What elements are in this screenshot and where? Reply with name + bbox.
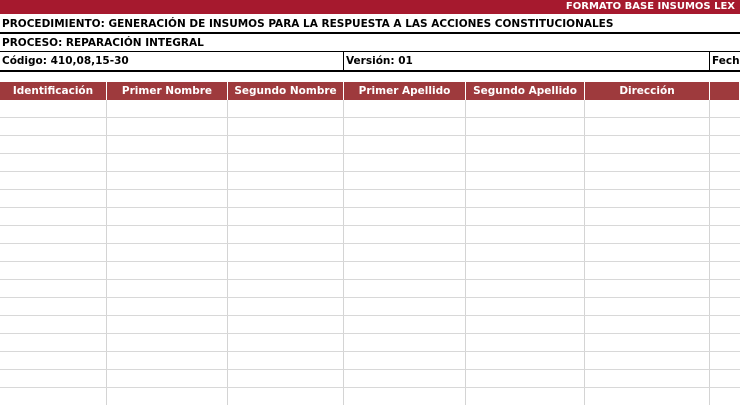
column-header-row <box>0 82 740 100</box>
table-cell[interactable] <box>466 334 585 352</box>
table-cell[interactable] <box>107 334 228 352</box>
col-primer-nombre-header[interactable]: Primer Nombre <box>107 82 228 100</box>
table-cell[interactable] <box>344 208 466 226</box>
table-cell[interactable] <box>710 136 740 154</box>
table-cell[interactable] <box>0 154 107 172</box>
table-cell[interactable] <box>585 172 710 190</box>
table-cell[interactable] <box>710 208 740 226</box>
table-cell[interactable] <box>344 154 466 172</box>
table-cell[interactable] <box>228 370 344 388</box>
table-cell[interactable] <box>228 136 344 154</box>
table-cell[interactable] <box>466 352 585 370</box>
col-identificacion-header[interactable]: Identificación <box>0 82 107 100</box>
table-cell[interactable] <box>710 334 740 352</box>
table-cell[interactable] <box>585 118 710 136</box>
table-row[interactable] <box>0 118 740 136</box>
col-direccion-header[interactable]: Dirección <box>585 82 710 100</box>
table-cell[interactable] <box>228 244 344 262</box>
table-cell[interactable] <box>585 136 710 154</box>
table-cell[interactable] <box>228 352 344 370</box>
table-cell[interactable] <box>585 370 710 388</box>
table-cell[interactable] <box>344 388 466 405</box>
table-cell[interactable] <box>344 370 466 388</box>
table-cell[interactable] <box>0 136 107 154</box>
table-row[interactable] <box>0 262 740 280</box>
table-cell[interactable] <box>710 172 740 190</box>
table-row[interactable] <box>0 100 740 118</box>
table-cell[interactable] <box>0 334 107 352</box>
table-cell[interactable] <box>107 172 228 190</box>
table-cell[interactable] <box>585 298 710 316</box>
codigo-cell[interactable]: Código: 410,08,15-30 <box>0 52 344 70</box>
table-cell[interactable] <box>585 388 710 405</box>
table-cell[interactable] <box>585 334 710 352</box>
table-cell[interactable] <box>466 172 585 190</box>
table-cell[interactable] <box>228 208 344 226</box>
table-cell[interactable] <box>228 262 344 280</box>
col-segundo-nombre-header[interactable]: Segundo Nombre <box>228 82 344 100</box>
table-cell[interactable] <box>710 244 740 262</box>
table-row[interactable] <box>0 298 740 316</box>
table-row[interactable] <box>0 226 740 244</box>
format-banner <box>0 0 740 14</box>
table-cell[interactable] <box>585 208 710 226</box>
table-cell[interactable] <box>0 118 107 136</box>
table-row[interactable] <box>0 154 740 172</box>
table-row[interactable] <box>0 334 740 352</box>
table-cell[interactable] <box>228 190 344 208</box>
table-cell[interactable] <box>466 262 585 280</box>
table-cell[interactable] <box>228 172 344 190</box>
table-cell[interactable] <box>710 262 740 280</box>
table-row[interactable] <box>0 172 740 190</box>
table-cell[interactable] <box>585 226 710 244</box>
table-cell[interactable] <box>228 154 344 172</box>
fecha-cell[interactable]: Fech <box>712 55 740 67</box>
table-cell[interactable] <box>585 352 710 370</box>
table-cell[interactable] <box>107 352 228 370</box>
table-cell[interactable] <box>466 226 585 244</box>
table-cell[interactable] <box>466 280 585 298</box>
table-cell[interactable] <box>710 298 740 316</box>
table-cell[interactable] <box>344 136 466 154</box>
table-cell[interactable] <box>228 316 344 334</box>
table-cell[interactable] <box>710 190 740 208</box>
table-cell[interactable] <box>107 280 228 298</box>
table-cell[interactable] <box>344 172 466 190</box>
col-primer-apellido-header[interactable]: Primer Apellido <box>344 82 466 100</box>
table-cell[interactable] <box>710 280 740 298</box>
table-cell[interactable] <box>0 280 107 298</box>
table-cell[interactable] <box>466 100 585 118</box>
table-cell[interactable] <box>0 100 107 118</box>
table-cell[interactable] <box>0 352 107 370</box>
table-row[interactable] <box>0 370 740 388</box>
table-cell[interactable] <box>344 262 466 280</box>
table-cell[interactable] <box>710 154 740 172</box>
table-cell[interactable] <box>710 226 740 244</box>
table-cell[interactable] <box>107 154 228 172</box>
table-cell[interactable] <box>585 280 710 298</box>
table-cell[interactable] <box>466 370 585 388</box>
table-cell[interactable] <box>344 280 466 298</box>
table-cell[interactable] <box>107 208 228 226</box>
table-cell[interactable] <box>107 118 228 136</box>
table-cell[interactable] <box>466 118 585 136</box>
table-cell[interactable] <box>585 262 710 280</box>
table-row[interactable] <box>0 352 740 370</box>
table-row[interactable] <box>0 136 740 154</box>
table-cell[interactable] <box>228 280 344 298</box>
table-cell[interactable] <box>0 262 107 280</box>
procedimiento-text: PROCEDIMIENTO: GENERACIÓN DE INSUMOS PARA LA RESPUESTA A LAS ACCIONES CONSTITUCIONALES <box>2 18 614 30</box>
table-cell[interactable] <box>344 352 466 370</box>
table-cell[interactable] <box>466 154 585 172</box>
table-cell[interactable] <box>107 316 228 334</box>
spacer-row <box>0 72 740 82</box>
proceso-text: PROCESO: REPARACIÓN INTEGRAL <box>2 37 204 49</box>
proceso-row[interactable] <box>0 34 740 52</box>
table-cell[interactable] <box>0 172 107 190</box>
table-cell[interactable] <box>107 136 228 154</box>
table-cell[interactable] <box>344 316 466 334</box>
table-cell[interactable] <box>0 388 107 405</box>
table-cell[interactable] <box>107 190 228 208</box>
table-cell[interactable] <box>585 190 710 208</box>
table-cell[interactable] <box>0 208 107 226</box>
table-cell[interactable] <box>466 388 585 405</box>
table-row[interactable] <box>0 244 740 262</box>
table-cell[interactable] <box>466 136 585 154</box>
table-cell[interactable] <box>710 100 740 118</box>
table-row[interactable] <box>0 208 740 226</box>
table-cell[interactable] <box>466 244 585 262</box>
table-cell[interactable] <box>0 190 107 208</box>
table-cell[interactable] <box>107 262 228 280</box>
table-cell[interactable] <box>344 334 466 352</box>
table-cell[interactable] <box>0 298 107 316</box>
table-cell[interactable] <box>710 352 740 370</box>
format-title: FORMATO BASE INSUMOS LEX <box>565 1 735 12</box>
table-cell[interactable] <box>585 154 710 172</box>
table-row[interactable] <box>0 280 740 298</box>
table-cell[interactable] <box>710 388 740 405</box>
table-cell[interactable] <box>466 208 585 226</box>
table-cell[interactable] <box>0 316 107 334</box>
table-cell[interactable] <box>466 298 585 316</box>
col-extra-header[interactable] <box>710 82 740 100</box>
table-row[interactable] <box>0 190 740 208</box>
procedimiento-row[interactable] <box>0 14 740 34</box>
table-cell[interactable] <box>0 244 107 262</box>
data-grid[interactable] <box>0 100 740 405</box>
table-cell[interactable] <box>107 244 228 262</box>
table-cell[interactable] <box>585 244 710 262</box>
table-cell[interactable] <box>228 334 344 352</box>
table-cell[interactable] <box>107 226 228 244</box>
table-cell[interactable] <box>344 226 466 244</box>
table-row[interactable] <box>0 388 740 405</box>
table-cell[interactable] <box>344 100 466 118</box>
table-cell[interactable] <box>710 118 740 136</box>
table-cell[interactable] <box>0 370 107 388</box>
codigo-version-row <box>0 52 740 72</box>
table-cell[interactable] <box>107 370 228 388</box>
version-cell[interactable]: Versión: 01 <box>344 52 710 70</box>
table-cell[interactable] <box>710 316 740 334</box>
table-cell[interactable] <box>344 298 466 316</box>
table-cell[interactable] <box>710 370 740 388</box>
table-cell[interactable] <box>228 226 344 244</box>
table-cell[interactable] <box>344 118 466 136</box>
table-cell[interactable] <box>228 388 344 405</box>
table-cell[interactable] <box>466 190 585 208</box>
table-cell[interactable] <box>585 100 710 118</box>
table-cell[interactable] <box>228 298 344 316</box>
table-cell[interactable] <box>466 316 585 334</box>
table-cell[interactable] <box>107 100 228 118</box>
col-segundo-apellido-header[interactable]: Segundo Apellido <box>466 82 585 100</box>
table-cell[interactable] <box>585 316 710 334</box>
table-cell[interactable] <box>228 100 344 118</box>
table-cell[interactable] <box>107 388 228 405</box>
table-cell[interactable] <box>344 190 466 208</box>
table-cell[interactable] <box>0 226 107 244</box>
table-cell[interactable] <box>228 118 344 136</box>
table-cell[interactable] <box>107 298 228 316</box>
table-row[interactable] <box>0 316 740 334</box>
table-cell[interactable] <box>344 244 466 262</box>
